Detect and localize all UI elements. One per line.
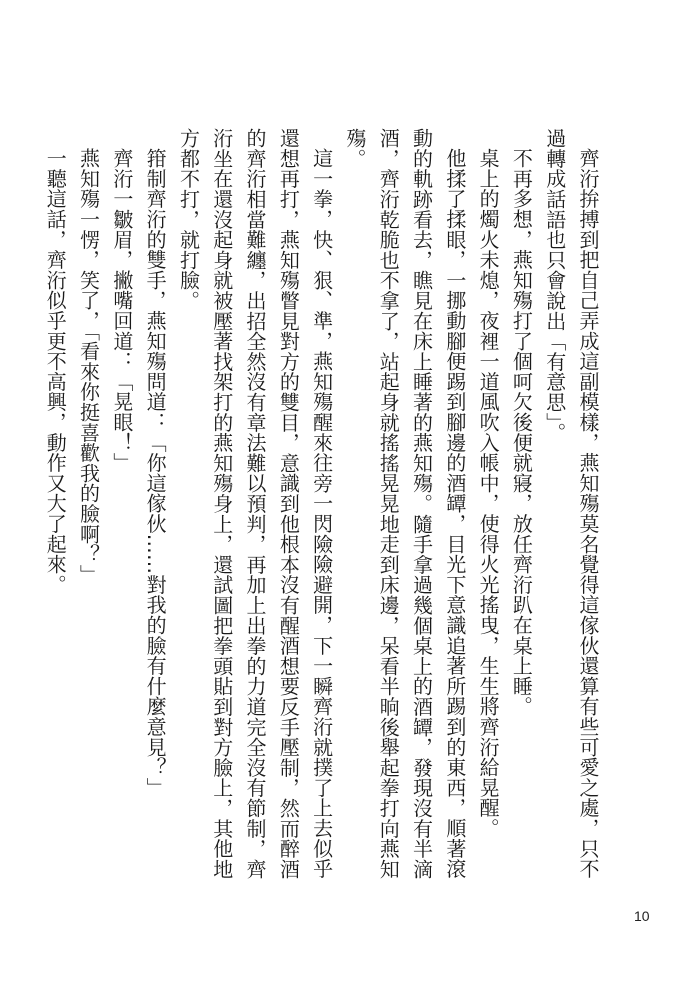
paragraph-9: 一聽這話，齊洐似乎更不高興，動作又大了起來。 — [43, 148, 68, 595]
paragraph-7: 齊洐一皺眉，撇嘴回道：「晃眼！」 — [109, 148, 134, 473]
paragraph-8: 燕知殤一愣，笑了，「看來你挺喜歡我的臉啊？」 — [76, 148, 101, 585]
paragraph-3: 桌上的燭火未熄，夜裡一道風吹入帳中，使得火光搖曳，生生將齊洐給晃醒。 — [476, 148, 501, 839]
paragraph-1: 齊洐拚搏到把自己弄成這副模樣，燕知殤莫名覺得這傢伙還算有些可愛之處，只不過轉成話語也只會說出「有意思」。 — [542, 128, 600, 879]
paragraph-5: 這一拳，快、狠、準，燕知殤醒來往旁一閃險險避開，下一瞬齊洐就撲了上去似乎還想再打，燕知殤瞥見對方的雙目，意識到他根本沒有醒酒想要反手壓制，然而醉酒的齊洐相當難纏，出招全然沒有章法難以預判，再加上出拳的力道完全沒有節制，齊洐坐在還沒起身就被壓著找架打的燕知殤身上，還試圖把拳頭貼到對方臉上，其他地方都不打，就打臉。 — [176, 128, 334, 880]
page-number: 10 — [634, 908, 650, 924]
paragraph-2: 不再多想，燕知殤打了個呵欠後便就寢，放任齊洐趴在桌上睡。 — [509, 148, 534, 717]
paragraph-4: 他揉了揉眼，一挪動腳便踢到腳邊的酒罈，目光下意識追著所踢到的東西，順著滾動的軌跡看去，瞧見在床上睡著的燕知殤。隨手拿過幾個桌上的酒罈，發現沒有半滴酒，齊洐乾脆也不拿了，站起身就搖搖晃晃地走到床邊，呆看半晌後舉起拳打向燕知殤。 — [342, 128, 467, 880]
paragraph-6: 箝制齊洐的雙手，燕知殤問道：「你這傢伙……對我的臉有什麼意見？」 — [143, 148, 168, 798]
vertical-text-body — [38, 128, 604, 890]
